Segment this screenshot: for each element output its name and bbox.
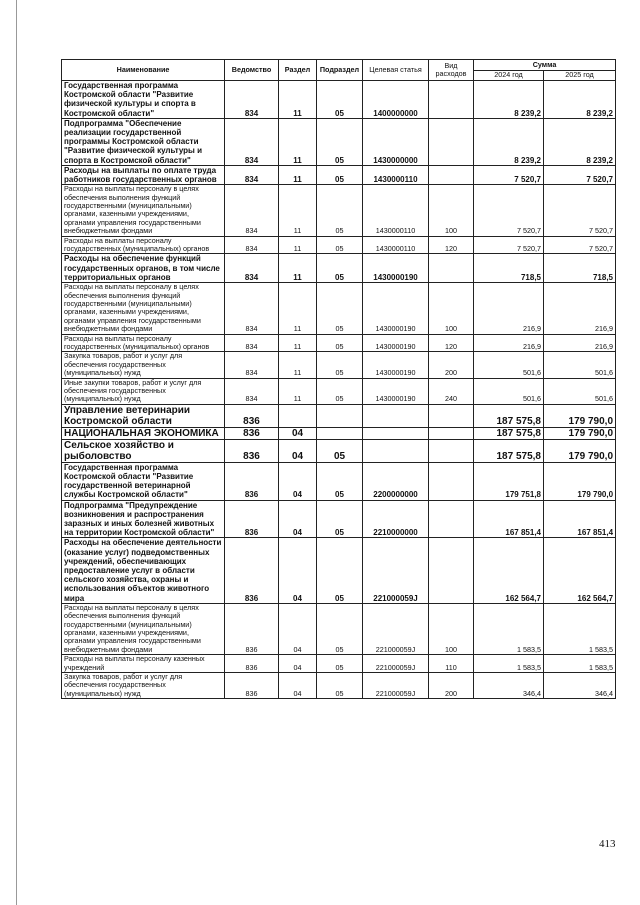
cell-vid	[429, 118, 474, 165]
cell-razdel: 11	[279, 236, 317, 254]
cell-razdel: 11	[279, 185, 317, 236]
cell-podrazdel: 05	[317, 254, 363, 283]
cell-vedomstvo: 836	[225, 404, 279, 427]
cell-vid: 240	[429, 378, 474, 404]
table-row	[62, 404, 616, 427]
cell-sum-2024: 8 239,2	[474, 81, 544, 119]
cell-tselevaya: 2210000000	[363, 500, 429, 538]
cell-tselevaya: 1430000110	[363, 165, 429, 184]
cell-tselevaya: 1430000000	[363, 118, 429, 165]
cell-sum-2025: 718,5	[544, 254, 616, 283]
cell-razdel: 04	[279, 603, 317, 654]
cell-podrazdel: 05	[317, 538, 363, 603]
table-body	[62, 81, 616, 699]
cell-podrazdel: 05	[317, 603, 363, 654]
table-row	[62, 378, 616, 404]
cell-sum-2025: 179 790,0	[544, 404, 616, 427]
cell-tselevaya	[363, 439, 429, 462]
cell-sum-2025: 179 790,0	[544, 427, 616, 439]
cell-podrazdel: 05	[317, 352, 363, 378]
cell-sum-2024: 187 575,8	[474, 427, 544, 439]
cell-sum-2025: 179 790,0	[544, 462, 616, 500]
cell-sum-2025: 167 851,4	[544, 500, 616, 538]
cell-vid	[429, 462, 474, 500]
cell-razdel: 11	[279, 254, 317, 283]
table-row	[62, 185, 616, 236]
table-row	[62, 254, 616, 283]
cell-tselevaya: 2200000000	[363, 462, 429, 500]
table-row	[62, 118, 616, 165]
cell-tselevaya	[363, 427, 429, 439]
cell-vid	[429, 254, 474, 283]
cell-name: Подпрограмма "Обеспечение реализации государственной программы Костромской области "Развитие физической культуры и спорта в Костромской области"	[62, 118, 225, 165]
col-header-name: Наименование	[62, 60, 225, 81]
cell-sum-2025: 162 564,7	[544, 538, 616, 603]
cell-razdel: 04	[279, 427, 317, 439]
cell-tselevaya: 1400000000	[363, 81, 429, 119]
cell-vedomstvo: 834	[225, 118, 279, 165]
col-header-vedomstvo: Ведомство	[225, 60, 279, 81]
cell-vedomstvo: 836	[225, 500, 279, 538]
cell-name: Государственная программа Костромской области "Развитие физической культуры и спорта в Костромской области"	[62, 81, 225, 119]
cell-sum-2024: 187 575,8	[474, 439, 544, 462]
cell-sum-2025: 8 239,2	[544, 81, 616, 119]
cell-razdel: 11	[279, 352, 317, 378]
cell-tselevaya: 1430000190	[363, 283, 429, 334]
cell-vid	[429, 538, 474, 603]
cell-vid: 120	[429, 236, 474, 254]
table-row	[62, 603, 616, 654]
cell-vedomstvo: 836	[225, 655, 279, 673]
cell-tselevaya: 1430000110	[363, 236, 429, 254]
page-edge-line	[16, 0, 17, 905]
cell-name: Подпрограмма "Предупреждение возникновения и распространения заразных и иных болезней животных на территории Костромской области"	[62, 500, 225, 538]
cell-name: Расходы на выплаты персоналу в целях обеспечения выполнения функций государственными (муниципальными) органами, казенными учреждениями, органами управления государственными внебюджетными фондами	[62, 283, 225, 334]
cell-sum-2024: 179 751,8	[474, 462, 544, 500]
cell-name: Расходы на выплаты персоналу казенных учреждений	[62, 655, 225, 673]
cell-vedomstvo: 834	[225, 165, 279, 184]
col-header-razdel: Раздел	[279, 60, 317, 81]
cell-vedomstvo: 836	[225, 439, 279, 462]
table-row	[62, 462, 616, 500]
cell-name: Расходы на обеспечение функций государственных органов, в том числе территориальных органов	[62, 254, 225, 283]
cell-name: Сельское хозяйство и рыболовство	[62, 439, 225, 462]
cell-razdel: 04	[279, 538, 317, 603]
cell-razdel: 11	[279, 378, 317, 404]
cell-sum-2025: 7 520,7	[544, 165, 616, 184]
cell-sum-2024: 501,6	[474, 378, 544, 404]
cell-podrazdel: 05	[317, 655, 363, 673]
cell-vedomstvo: 834	[225, 254, 279, 283]
cell-name: Управление ветеринарии Костромской области	[62, 404, 225, 427]
table-row	[62, 673, 616, 699]
table-row	[62, 538, 616, 603]
col-header-podrazdel: Подраздел	[317, 60, 363, 81]
cell-sum-2025: 8 239,2	[544, 118, 616, 165]
cell-sum-2024: 501,6	[474, 352, 544, 378]
col-header-2025: 2025 год	[544, 71, 616, 81]
cell-vedomstvo: 834	[225, 378, 279, 404]
cell-podrazdel: 05	[317, 378, 363, 404]
cell-vid: 200	[429, 673, 474, 699]
cell-sum-2024: 7 520,7	[474, 185, 544, 236]
cell-sum-2025: 179 790,0	[544, 439, 616, 462]
table-row	[62, 81, 616, 119]
page-number: 413	[599, 838, 616, 850]
cell-name: Расходы на выплаты персоналу государственных (муниципальных) органов	[62, 334, 225, 352]
cell-name: Закупка товаров, работ и услуг для обеспечения государственных (муниципальных) нужд	[62, 352, 225, 378]
cell-vedomstvo: 836	[225, 673, 279, 699]
cell-tselevaya: 1430000190	[363, 378, 429, 404]
cell-podrazdel: 05	[317, 500, 363, 538]
cell-sum-2025: 501,6	[544, 378, 616, 404]
cell-sum-2025: 7 520,7	[544, 236, 616, 254]
cell-tselevaya: 221000059J	[363, 538, 429, 603]
cell-vedomstvo: 834	[225, 334, 279, 352]
cell-razdel: 04	[279, 500, 317, 538]
cell-sum-2025: 7 520,7	[544, 185, 616, 236]
cell-sum-2024: 718,5	[474, 254, 544, 283]
cell-sum-2025: 501,6	[544, 352, 616, 378]
cell-sum-2024: 216,9	[474, 334, 544, 352]
cell-vid	[429, 500, 474, 538]
cell-razdel	[279, 404, 317, 427]
table-row	[62, 352, 616, 378]
cell-vid	[429, 439, 474, 462]
cell-name: Расходы на выплаты персоналу в целях обеспечения выполнения функций государственными (муниципальными) органами, казенными учреждениями, органами управления государственными внебюджетными фондами	[62, 603, 225, 654]
cell-name: Расходы на выплаты персоналу в целях обеспечения выполнения функций государственными (муниципальными) органами, казенными учреждениями, органами управления государственными внебюджетными фондами	[62, 185, 225, 236]
cell-tselevaya: 1430000190	[363, 352, 429, 378]
cell-tselevaya: 221000059J	[363, 673, 429, 699]
cell-sum-2025: 346,4	[544, 673, 616, 699]
cell-razdel: 11	[279, 165, 317, 184]
cell-sum-2024: 162 564,7	[474, 538, 544, 603]
table-row	[62, 427, 616, 439]
cell-podrazdel: 05	[317, 81, 363, 119]
budget-table	[61, 59, 616, 699]
cell-podrazdel: 05	[317, 673, 363, 699]
table-row	[62, 236, 616, 254]
cell-sum-2025: 216,9	[544, 283, 616, 334]
cell-vid: 100	[429, 603, 474, 654]
cell-vid	[429, 81, 474, 119]
cell-vedomstvo: 834	[225, 185, 279, 236]
cell-vedomstvo: 834	[225, 81, 279, 119]
cell-tselevaya: 221000059J	[363, 603, 429, 654]
col-header-summa: Сумма	[474, 60, 616, 71]
cell-sum-2024: 8 239,2	[474, 118, 544, 165]
cell-vid: 100	[429, 283, 474, 334]
cell-razdel: 04	[279, 673, 317, 699]
col-header-vid: Вид расходов	[429, 60, 474, 81]
cell-vedomstvo: 836	[225, 462, 279, 500]
cell-name: Расходы на выплаты по оплате труда работников государственных органов	[62, 165, 225, 184]
cell-name: НАЦИОНАЛЬНАЯ ЭКОНОМИКА	[62, 427, 225, 439]
cell-razdel: 04	[279, 439, 317, 462]
cell-name: Иные закупки товаров, работ и услуг для обеспечения государственных (муниципальных) нужд	[62, 378, 225, 404]
cell-vid: 200	[429, 352, 474, 378]
cell-vedomstvo: 836	[225, 603, 279, 654]
cell-sum-2025: 216,9	[544, 334, 616, 352]
table-row	[62, 439, 616, 462]
cell-name: Расходы на выплаты персоналу государственных (муниципальных) органов	[62, 236, 225, 254]
cell-vid	[429, 427, 474, 439]
cell-podrazdel: 05	[317, 334, 363, 352]
cell-vedomstvo: 834	[225, 236, 279, 254]
cell-podrazdel: 05	[317, 283, 363, 334]
cell-name: Государственная программа Костромской области "Развитие государственной ветеринарной службы Костромской области"	[62, 462, 225, 500]
cell-sum-2024: 187 575,8	[474, 404, 544, 427]
cell-tselevaya: 1430000110	[363, 185, 429, 236]
cell-sum-2024: 1 583,5	[474, 603, 544, 654]
cell-razdel: 04	[279, 462, 317, 500]
cell-vedomstvo: 836	[225, 427, 279, 439]
cell-tselevaya: 221000059J	[363, 655, 429, 673]
cell-name: Расходы на обеспечение деятельности (оказание услуг) подведомственных учреждений, обеспечивающих предоставление услуг в области сельского хозяйства, охраны и использования объектов животного мира	[62, 538, 225, 603]
cell-vedomstvo: 834	[225, 283, 279, 334]
cell-podrazdel	[317, 404, 363, 427]
cell-sum-2024: 216,9	[474, 283, 544, 334]
cell-sum-2024: 7 520,7	[474, 236, 544, 254]
cell-sum-2024: 1 583,5	[474, 655, 544, 673]
cell-razdel: 11	[279, 283, 317, 334]
table-row	[62, 283, 616, 334]
cell-sum-2024: 7 520,7	[474, 165, 544, 184]
cell-tselevaya: 1430000190	[363, 334, 429, 352]
table-row	[62, 334, 616, 352]
table-row	[62, 165, 616, 184]
cell-razdel: 11	[279, 81, 317, 119]
cell-vid	[429, 404, 474, 427]
cell-sum-2025: 1 583,5	[544, 655, 616, 673]
cell-podrazdel: 05	[317, 165, 363, 184]
cell-razdel: 11	[279, 118, 317, 165]
cell-vid: 100	[429, 185, 474, 236]
col-header-2024: 2024 год	[474, 71, 544, 81]
cell-razdel: 04	[279, 655, 317, 673]
cell-tselevaya: 1430000190	[363, 254, 429, 283]
cell-vedomstvo: 836	[225, 538, 279, 603]
cell-podrazdel: 05	[317, 185, 363, 236]
table-row	[62, 655, 616, 673]
cell-vid: 110	[429, 655, 474, 673]
cell-podrazdel: 05	[317, 118, 363, 165]
cell-podrazdel: 05	[317, 439, 363, 462]
table-row	[62, 500, 616, 538]
cell-vid	[429, 165, 474, 184]
cell-vid: 120	[429, 334, 474, 352]
cell-sum-2025: 1 583,5	[544, 603, 616, 654]
cell-sum-2024: 167 851,4	[474, 500, 544, 538]
cell-podrazdel	[317, 427, 363, 439]
cell-name: Закупка товаров, работ и услуг для обеспечения государственных (муниципальных) нужд	[62, 673, 225, 699]
cell-podrazdel: 05	[317, 236, 363, 254]
cell-razdel: 11	[279, 334, 317, 352]
col-header-tselevaya: Целевая статья	[363, 60, 429, 81]
cell-vedomstvo: 834	[225, 352, 279, 378]
table-header	[62, 60, 616, 81]
cell-podrazdel: 05	[317, 462, 363, 500]
cell-sum-2024: 346,4	[474, 673, 544, 699]
cell-tselevaya	[363, 404, 429, 427]
